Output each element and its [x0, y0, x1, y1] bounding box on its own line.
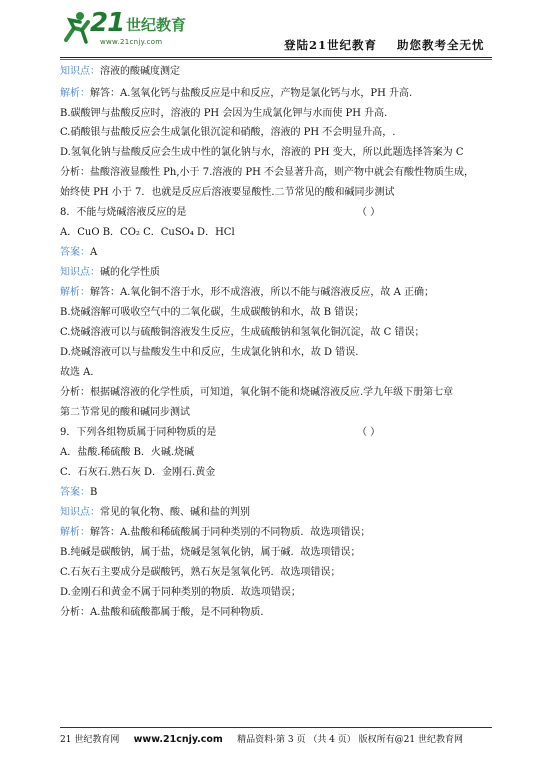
section-label: 知识点：	[60, 267, 100, 278]
page-header	[0, 0, 553, 62]
footer-url[interactable]: www.21cnjy.com	[133, 734, 223, 745]
line-text: 第二节常见的酸和碱同步测试	[60, 407, 190, 418]
text-line	[60, 446, 194, 460]
header-slogan: 登陆21世纪教育 助您教考全无忧	[284, 38, 485, 52]
line-text: B.碳酸钾与盐酸反应时，溶液的 PH 会因为生成氯化钾与水而使 PH 升高.	[60, 108, 388, 119]
text-line	[60, 65, 180, 79]
line-text: 分析：A.盐酸和硫酸都属于酸，是不同种物质．	[60, 607, 271, 618]
header-divider-thin	[60, 59, 492, 60]
line-text: D.烧碱溶液可以与盐酸发生中和反应，生成氯化钠和水，故 D 错误.	[60, 347, 359, 358]
logo-number: 21	[90, 8, 125, 38]
line-text: 溶液的酸碱度测定	[100, 66, 180, 77]
runner-logo-icon	[60, 10, 94, 46]
line-text: 故选 A．	[60, 367, 101, 378]
text-line	[60, 266, 160, 280]
line-text: A	[90, 247, 98, 258]
text-line	[60, 246, 97, 260]
line-text: B.烧碱溶解可吸收空气中的二氧化碳，生成碳酸钠和水，故 B 错误；	[60, 307, 365, 318]
line-text: A．CuO B．CO₂ C．CuSO₄ D．HCl	[60, 227, 235, 238]
line-text: C．石灰石.熟石灰 D．金刚石.黄金	[60, 467, 216, 478]
header-divider	[60, 57, 492, 58]
text-line	[60, 566, 340, 580]
answer-blank: （ ）	[357, 207, 381, 218]
line-text: B.纯碱是碳酸钠，属于盐，烧碱是氢氧化钠，属于碱．故选项错误；	[60, 547, 361, 558]
line-text: 分析：盐酸溶液显酸性 Ph,小于 7.溶液的 PH 不会显著升高，则产物中就会有酸性物质生成，	[60, 167, 475, 178]
text-line	[60, 186, 395, 200]
line-text: 分析：根据碱溶液的化学性质，可知道，氧化铜不能和烧碱溶液反应.学九年级下册第七章	[60, 387, 454, 398]
logo-url: www.21cnjy.com	[100, 38, 163, 46]
answer-blank: （ ）	[357, 427, 381, 438]
line-text: 碱的化学性质	[100, 267, 160, 278]
line-text: 解答：A.盐酸和稀硫酸属于同种类别的不同物质．故选项错误；	[90, 527, 371, 538]
page-footer	[60, 732, 500, 745]
line-text: B	[90, 487, 98, 498]
site-logo[interactable]	[60, 6, 200, 54]
text-line	[60, 146, 463, 160]
text-line	[60, 226, 235, 240]
line-text: 8．不能与烧碱溶液反应的是	[60, 207, 187, 218]
section-label: 解析：	[60, 88, 90, 99]
text-line	[60, 506, 250, 520]
line-text: D.金刚石和黄金不属于同种类别的物质．故选项错误；	[60, 587, 301, 598]
text-line	[60, 546, 361, 560]
text-line	[60, 406, 190, 420]
text-line	[60, 306, 364, 320]
text-line	[60, 87, 412, 101]
footer-divider	[60, 727, 492, 728]
line-text: D.氢氧化钠与盐酸反应会生成中性的氯化钠与水，溶液的 PH 变大，所以此题选择答案为 C	[60, 147, 464, 158]
text-line	[60, 126, 395, 140]
section-label: 知识点：	[60, 66, 100, 77]
text-line	[60, 386, 453, 400]
text-line	[60, 486, 97, 500]
text-line	[60, 466, 215, 480]
footer-page-info: 精品资料·第 3 页 （共 4 页） 版权所有@21 世纪教育网	[237, 735, 463, 745]
line-text: 解答：A.氢氧化钙与盐酸反应是中和反应，产物是氯化钙与水，PH 升高.	[90, 88, 413, 99]
line-text: C.烧碱溶液可以与硫酸铜溶液发生反应，生成硫酸钠和氢氧化铜沉淀，故 C 错误；	[60, 327, 425, 338]
logo-name: 世纪教育	[126, 16, 187, 34]
text-line	[60, 526, 370, 540]
text-line	[60, 166, 474, 180]
line-text: 始终使 PH 小于 7．也就是反应后溶液要显酸性.二节常见的酸和碱同步测试	[60, 187, 395, 198]
section-label: 解析：	[60, 287, 90, 298]
text-line	[60, 346, 358, 360]
text-line	[60, 366, 100, 380]
text-line	[60, 426, 381, 440]
line-text: C.石灰石主要成分是碳酸钙，熟石灰是氢氧化钙．故选项错误；	[60, 567, 341, 578]
text-line	[60, 286, 434, 300]
section-label: 答案：	[60, 487, 90, 498]
text-line	[60, 326, 424, 340]
section-label: 知识点：	[60, 507, 100, 518]
section-label: 解析：	[60, 527, 90, 538]
text-line	[60, 107, 387, 121]
line-text: C.硝酸银与盐酸反应会生成氯化银沉淀和硝酸，溶液的 PH 不会明显升高，.	[60, 127, 396, 138]
line-text: 9．下列各组物质属于同种物质的是	[60, 427, 217, 438]
line-text: 常见的氧化物、酸、碱和盐的判别	[100, 507, 250, 518]
text-line	[60, 206, 381, 220]
text-line	[60, 606, 270, 620]
line-text: 解答：A.氧化铜不溶于水，形不成溶液，所以不能与碱溶液反应，故 A 正确；	[90, 287, 434, 298]
line-text: A．盐酸.稀硫酸 B．火碱.烧碱	[60, 447, 195, 458]
section-label: 答案：	[60, 247, 90, 258]
footer-site-name: 21 世纪教育网	[60, 735, 120, 745]
text-line	[60, 586, 301, 600]
